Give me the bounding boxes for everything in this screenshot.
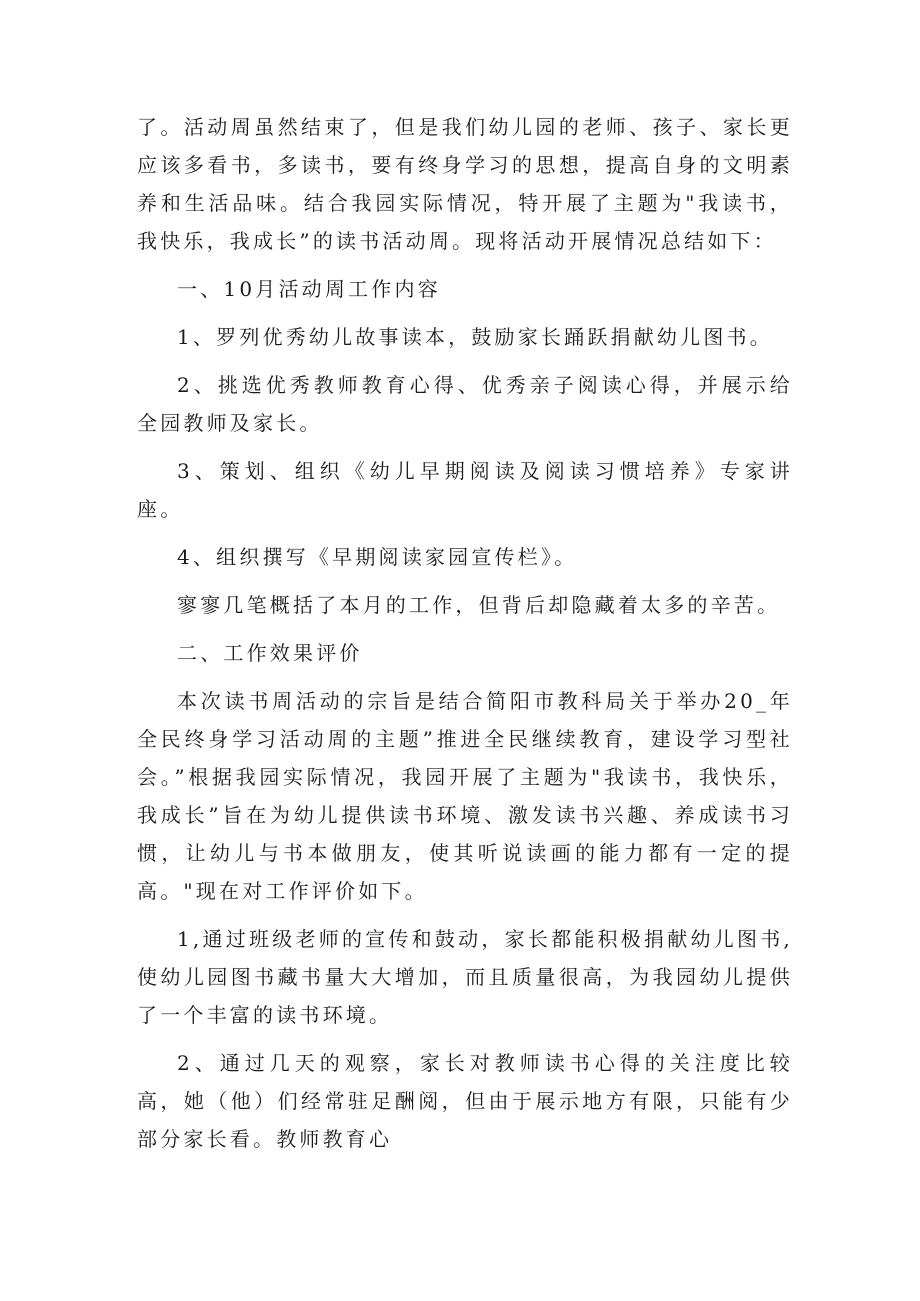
paragraph-1: 了。活动周虽然结束了，但是我们幼儿园的老师、孩子、家长更应该多看书，多读书，要有终身学习的思想，提高自身的文明素养和生活品味。结合我园实际情况，特开展了主题为"我读书，我快乐，我成长”的读书活动周。现将活动开展情况总结如下：	[137, 115, 793, 253]
evaluation-item-2: 2、通过几天的观察，家长对教师读书心得的关注度比较高，她（他）们经常驻足酬阅，但由于展示地方有限，只能有少部分家长看。教师教育心	[137, 1051, 793, 1151]
list-item-2: 2、挑选优秀教师教育心得、优秀亲子阅读心得，并展示给全园教师及家长。	[137, 373, 793, 435]
section-heading-1: 一、10月活动周工作内容	[177, 277, 441, 301]
section-heading-2: 二、工作效果评价	[177, 641, 363, 665]
list-item-3: 3、策划、组织《幼儿早期阅读及阅读习惯培养》专家讲座。	[137, 459, 793, 521]
list-item-1: 1、罗列优秀幼儿故事读本，鼓励家长踊跃捐献幼儿图书。	[177, 325, 773, 349]
paragraph-summary: 寥寥几笔概括了本月的工作，但背后却隐藏着太多的辛苦。	[177, 593, 781, 617]
evaluation-item-1: 1,通过班级老师的宣传和鼓动，家长都能积极捐献幼儿图书,使幼儿园图书藏书量大大增加，而且质量很高，为我园幼儿提供了一个丰富的读书环境。	[137, 927, 793, 1027]
paragraph-purpose: 本次读书周活动的宗旨是结合简阳市教科局关于举办20_年全民终身学习活动周的主题”推进全民继续教育，建设学习型社会。”根据我园实际情况，我园开展了主题为"我读书，我快乐，我成长”旨在为幼儿提供读书环境、激发读书兴趣、养成读书习惯，让幼儿与书本做朋友，使其听说读画的能力都有一定的提高。"现在对工作评价如下。	[137, 689, 793, 903]
document-body	[137, 108, 793, 1168]
list-item-4: 4、组织撰写《早期阅读家园宣传栏》。	[177, 545, 578, 569]
